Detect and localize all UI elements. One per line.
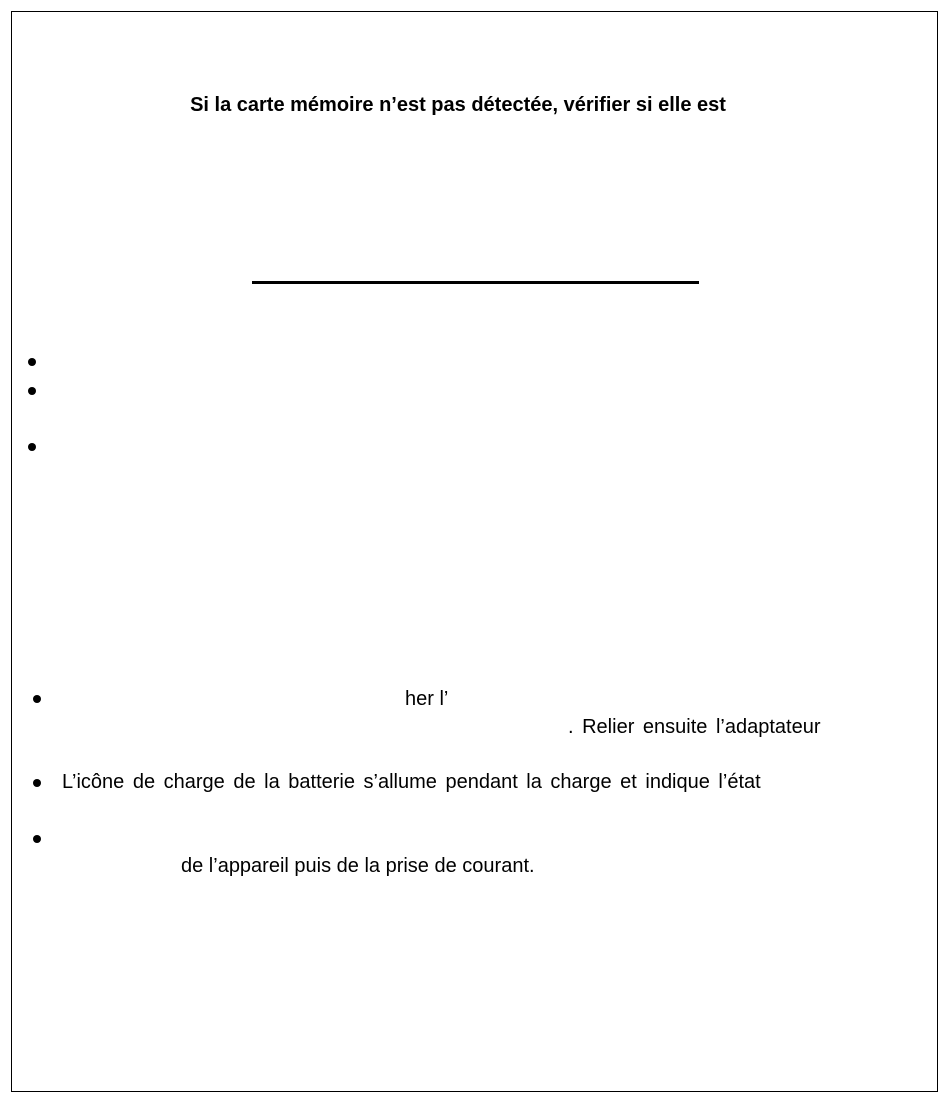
bullet-point bbox=[28, 358, 36, 366]
charging-item-2: L’icône de charge de la batterie s’allume pendant la charge et indique l’état bbox=[62, 771, 761, 793]
charging-item-1-fragment: her l’ bbox=[405, 688, 449, 710]
page-frame bbox=[11, 11, 938, 1092]
bullet-point bbox=[33, 695, 41, 703]
charging-item-1-line-2: . Relier ensuite l’adaptateur bbox=[568, 716, 821, 738]
section-heading: Si la carte mémoire n’est pas détectée, vérifier si elle est bbox=[190, 94, 726, 116]
bullet-point bbox=[33, 835, 41, 843]
bullet-point bbox=[28, 443, 36, 451]
bullet-point bbox=[33, 779, 41, 787]
charging-item-3-line-2: de l’appareil puis de la prise de courant. bbox=[181, 855, 535, 877]
horizontal-rule bbox=[252, 281, 699, 284]
bullet-point bbox=[28, 387, 36, 395]
